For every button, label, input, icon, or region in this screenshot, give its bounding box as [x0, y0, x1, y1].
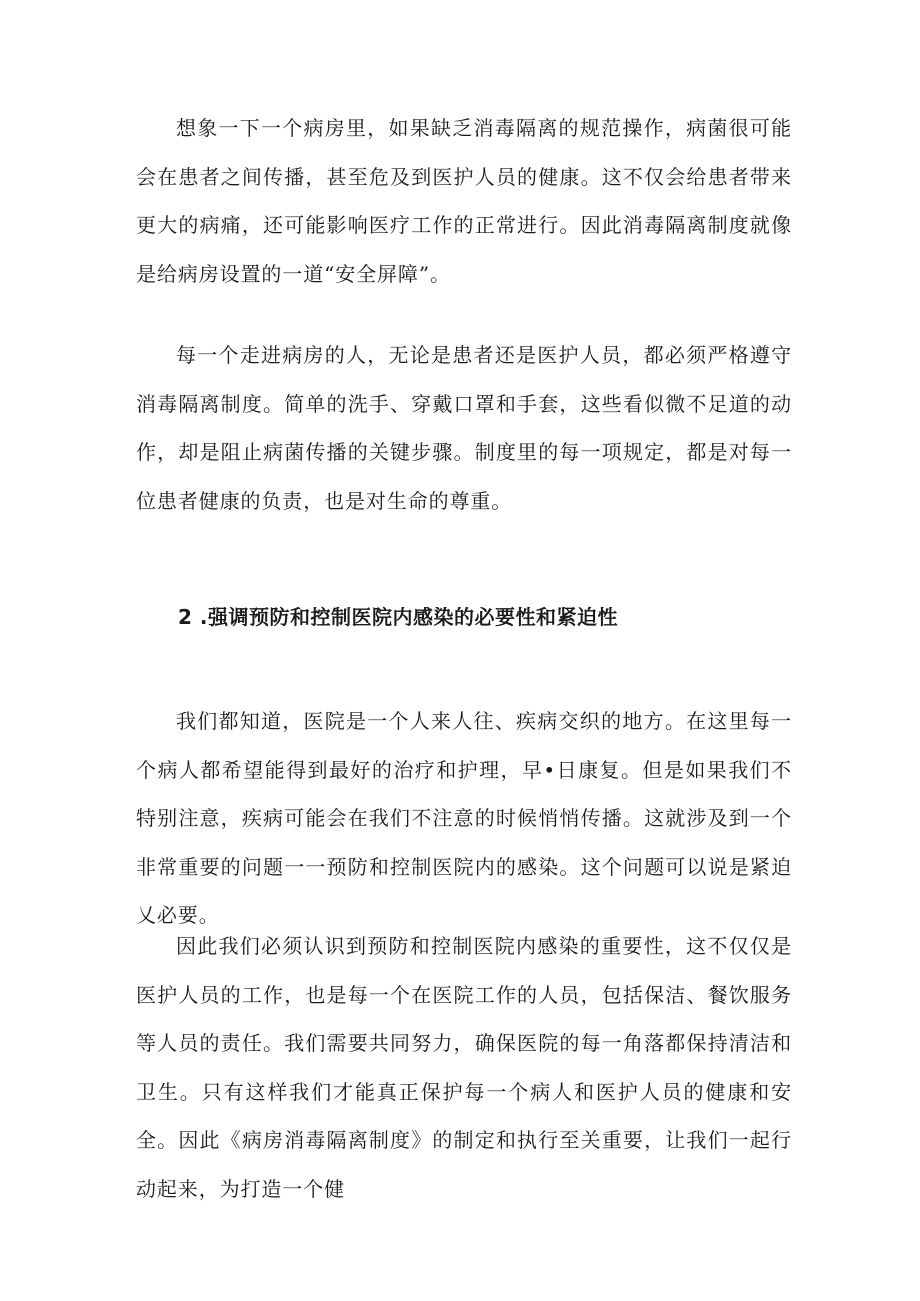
body-paragraph: 每一个走进病房的人，无论是患者还是医护人员，都必须严格遵守消毒隔离制度。简单的洗手、穿戴口罩和手套，这些看似微不足道的动作，却是阻止病菌传播的关键步骤。制度里的每一项规定，都是对每一位患者健康的负责，也是对生命的尊重。	[136, 343, 792, 513]
body-paragraph: 想象一下一个病房里，如果缺乏消毒隔离的规范操作，病菌很可能会在患者之间传播，甚至危及到医护人员的健康。这不仅会给患者带来更大的病痛，还可能影响医疗工作的正常进行。因此消毒隔离制度就像是给病房设置的一道“安全屏障”。	[136, 116, 792, 286]
body-paragraph: 因此我们必须认识到预防和控制医院内感染的重要性，这不仅仅是医护人员的工作，也是每一个在医院工作的人员，包括保洁、餐饮服务等人员的责任。我们需要共同努力，确保医院的每一角落都保持清洁和卫生。只有这样我们才能真正保护每一个病人和医护人员的健康和安全。因此《病房消毒隔离制度》的制定和执行至关重要，让我们一起行动起来，为打造一个健	[136, 934, 792, 1201]
section-heading: 2 .强调预防和控制医院内感染的必要性和紧迫性	[178, 605, 618, 629]
body-paragraph: 我们都知道，医院是一个人来人往、疾病交织的地方。在这里每一个病人都希望能得到最好的治疗和护理，早•日康复。但是如果我们不特别注意，疾病可能会在我们不注意的时候悄悄传播。这就涉及到一个非常重要的问题一一预防和控制医院内的感染。这个问题可以说是紧迫乂必要。	[136, 709, 792, 927]
